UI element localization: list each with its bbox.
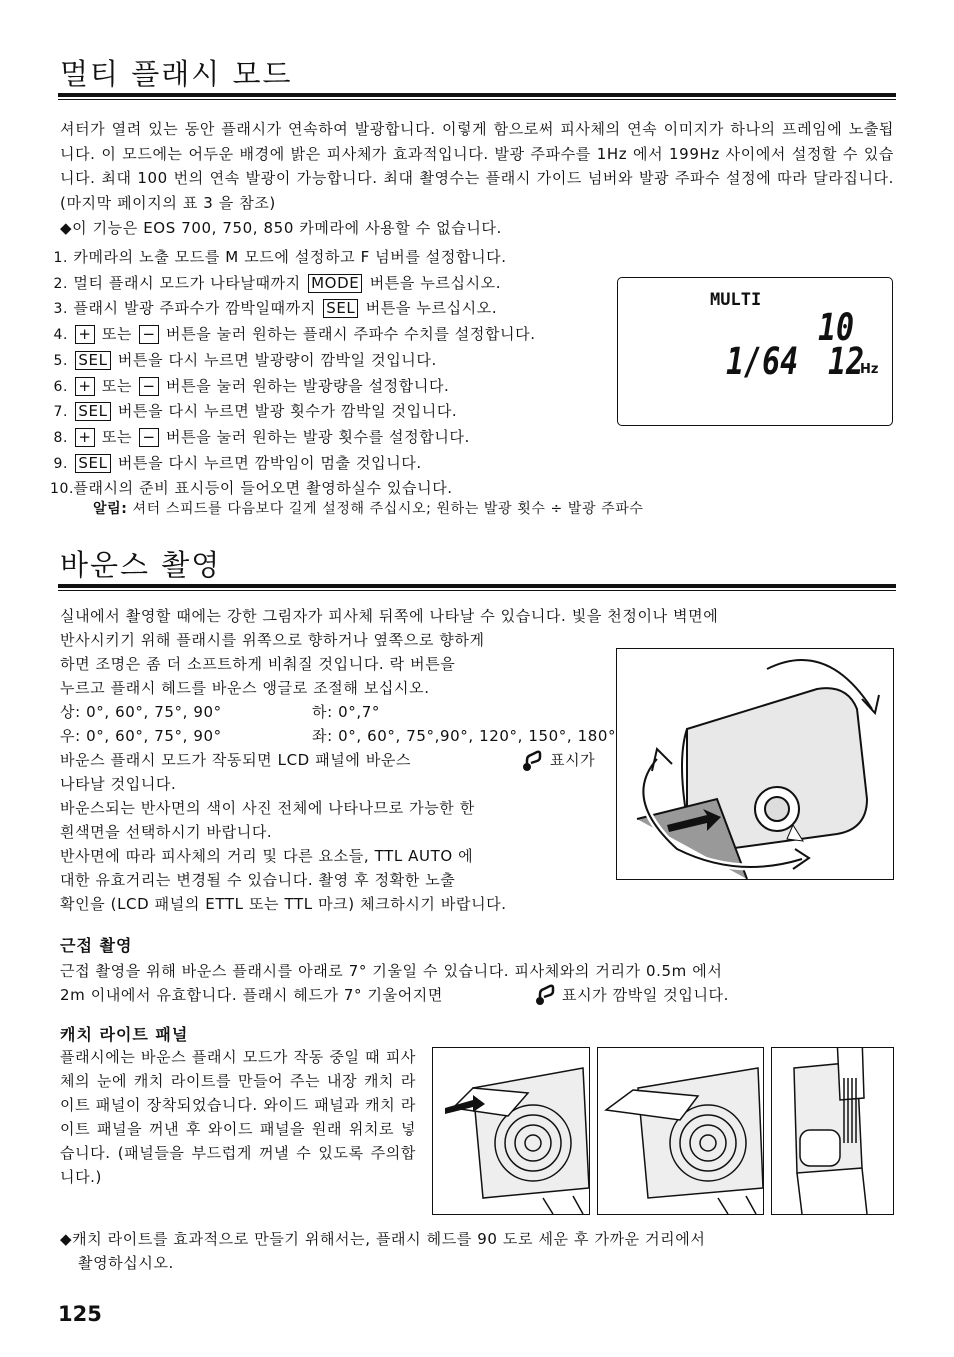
step-number: 1. bbox=[53, 250, 68, 266]
step-number: 9. bbox=[53, 455, 68, 472]
step-item bbox=[50, 297, 497, 318]
warning-text: 셔터 스피드를 다음보다 길게 설정해 주십시오; 원하는 발광 횟수 ÷ 발광 주파수 bbox=[132, 501, 644, 517]
step-button-label: SEL bbox=[323, 299, 358, 318]
catchlight-illustration-1 bbox=[432, 1047, 590, 1215]
step-button-label: SEL bbox=[75, 402, 110, 421]
bounce-down-icon bbox=[535, 982, 555, 1006]
angle-up: 상: 0°, 60°, 75°, 90° bbox=[60, 703, 222, 721]
step-button-label: + bbox=[75, 377, 94, 396]
step-number: 2. bbox=[53, 275, 68, 292]
catchlight-text: 플래시에는 바운스 플래시 모드가 작동 중일 때 피사체의 눈에 캐치 라이트를 만들어 주는 내장 캐치 라이트 패널이 장착되었습니다. 와이드 패널과 캐치 라이트 패널을 꺼낸 후 와이드 패널을 원래 위치로 넣습니다. (패널들을 부드럽게 꺼낼 수 있도록 주의합니다.) bbox=[60, 1048, 416, 1186]
catchlight-note-line: ◆캐치 라이트를 효과적으로 만들기 위해서는, 플래시 헤드를 90 도로 세운 후 가까운 거리에서 bbox=[60, 1230, 706, 1248]
closeup-heading: 근접 촬영 bbox=[60, 936, 133, 955]
step-item bbox=[50, 272, 501, 293]
step-text: 버튼을 눌러 원하는 발광 횟수를 설정합니다. bbox=[166, 427, 470, 446]
step-item bbox=[50, 323, 536, 344]
step-item bbox=[50, 349, 437, 370]
step-button-label: + bbox=[75, 325, 94, 344]
lcd-output-level: 1/64 bbox=[726, 340, 799, 384]
step-text: 버튼을 누르십시오. bbox=[369, 273, 502, 292]
step-text: 또는 bbox=[101, 325, 133, 344]
closeup-text-line: 근접 촬영을 위해 바운스 플래시를 아래로 7° 기울일 수 있습니다. 피사체와의 거리가 0.5m 에서 bbox=[60, 962, 723, 980]
lcd-panel bbox=[617, 277, 893, 426]
lcd-frequency-unit: Hz bbox=[860, 362, 879, 377]
section-rule bbox=[58, 584, 896, 591]
step-text: 또는 bbox=[101, 427, 133, 446]
step-item bbox=[50, 477, 453, 498]
step-number: 8. bbox=[53, 429, 68, 446]
page-number: 125 bbox=[58, 1302, 102, 1326]
bounce-icon bbox=[522, 748, 542, 772]
step-text: 버튼을 누르십시오. bbox=[365, 299, 498, 318]
bounce-text-line: 누르고 플래시 헤드를 바운스 앵글로 조절해 보십시오. bbox=[60, 679, 430, 697]
step-button-label: − bbox=[139, 428, 158, 447]
step-item bbox=[50, 400, 457, 421]
step-number: 5. bbox=[53, 352, 68, 369]
catchlight-illustration-2 bbox=[597, 1047, 764, 1215]
angle-down: 하: 0°,7° bbox=[312, 703, 380, 721]
bounce-text-line: 확인을 (LCD 패널의 ETTL 또는 TTL 마크) 체크하시기 바랍니다. bbox=[60, 895, 507, 913]
step-number: 6. bbox=[53, 378, 68, 395]
step-text: 플래시 발광 주파수가 깜박일때까지 bbox=[73, 299, 316, 318]
step-text: 버튼을 눌러 원하는 플래시 주파수 수치를 설정합니다. bbox=[166, 325, 536, 344]
warning-label: 알림: bbox=[93, 501, 128, 517]
step-text: 멀티 플래시 모드가 나타날때까지 bbox=[73, 273, 301, 292]
closeup-text-line: 2m 이내에서 유효합니다. 플래시 헤드가 7° 기울어지면 bbox=[60, 986, 443, 1004]
step-button-label: − bbox=[139, 377, 158, 396]
step-button-label: − bbox=[139, 325, 158, 344]
step-item bbox=[50, 452, 422, 473]
step-button-label: + bbox=[75, 428, 94, 447]
step-text: 버튼을 다시 누르면 깜박임이 멈출 것입니다. bbox=[117, 453, 422, 472]
multi-flash-note: ◆이 기능은 EOS 700, 750, 850 카메라에 사용할 수 없습니다. bbox=[60, 219, 502, 237]
step-number: 7. bbox=[53, 404, 68, 421]
bounce-text-line: 반사시키기 위해 플래시를 위쪽으로 향하거나 옆쪽으로 향하게 bbox=[60, 631, 485, 649]
lcd-frequency: 12 bbox=[828, 340, 865, 384]
bounce-text-line: 바운스되는 반사면의 색이 사진 전체에 나타나므로 가능한 한 bbox=[60, 799, 475, 817]
section-rule bbox=[58, 93, 896, 100]
angle-right: 우: 0°, 60°, 75°, 90° bbox=[60, 727, 222, 745]
step-button-label: MODE bbox=[308, 274, 362, 293]
bounce-text-line: 대한 유효거리는 변경될 수 있습니다. 촬영 후 정확한 노출 bbox=[60, 871, 456, 889]
bounce-text-line: 나타날 것입니다. bbox=[60, 775, 177, 793]
step-text: 버튼을 다시 누르면 발광 횟수가 깜박일 것입니다. bbox=[117, 402, 458, 421]
step-button-label: SEL bbox=[75, 351, 110, 370]
bounce-text-line: 표시가 bbox=[550, 751, 596, 769]
angle-left: 좌: 0°, 60°, 75°,90°, 120°, 150°, 180° bbox=[312, 727, 617, 745]
catchlight-note-line: 촬영하십시오. bbox=[78, 1254, 174, 1272]
closeup-text-line: 표시가 깜박일 것입니다. bbox=[562, 986, 730, 1004]
lcd-count: 10 bbox=[818, 306, 855, 350]
bounce-text-line: 흰색면을 선택하시기 바랍니다. bbox=[60, 823, 273, 841]
step-text: 카메라의 노출 모드를 M 모드에 설정하고 F 넘버를 설정합니다. bbox=[73, 248, 507, 266]
step-item bbox=[50, 426, 470, 447]
section-title-multi-flash: 멀티 플래시 모드 bbox=[60, 57, 293, 91]
step-text: 버튼을 눌러 원하는 발광량을 설정합니다. bbox=[166, 376, 450, 395]
step-text: 플래시의 준비 표시등이 들어오면 촬영하실수 있습니다. bbox=[73, 479, 453, 498]
warning-line bbox=[93, 498, 644, 518]
multi-flash-intro: 셔터가 열려 있는 동안 플래시가 연속하여 발광합니다. 이렇게 함으로써 피사체의 연속 이미지가 하나의 프레임에 노출됩니다. 이 모드에는 어두운 배경에 밝은 피사체가 효과적입니다. 발광 주파수를 1Hz 에서 199Hz 사이에서 설정할 수 있습니다. 최대 100 번의 연속 발광이 가능합니다. 최대 촬영수는 플래시 가이드 넘버와 발광 주파수 설정에 따라 달라집니다. (마지막 페이지의 표 3 을 참조) bbox=[60, 120, 894, 212]
section-title-bounce: 바운스 촬영 bbox=[60, 548, 222, 582]
lcd-mode-label: MULTI bbox=[710, 290, 762, 310]
bounce-text-line: 반사면에 따라 피사체의 거리 및 다른 요소들, TTL AUTO 에 bbox=[60, 847, 474, 865]
step-text: 버튼을 다시 누르면 발광량이 깜박일 것입니다. bbox=[117, 350, 437, 369]
bounce-text-line: 실내에서 촬영할 때에는 강한 그림자가 피사체 뒤쪽에 나타날 수 있습니다. 빛을 천정이나 벽면에 bbox=[60, 607, 719, 625]
catchlight-illustration-3 bbox=[771, 1047, 894, 1215]
bounce-flash-illustration bbox=[616, 648, 894, 880]
step-number: 3. bbox=[53, 301, 68, 318]
step-number: 4. bbox=[53, 327, 68, 344]
step-item bbox=[50, 246, 507, 267]
step-button-label: SEL bbox=[75, 454, 110, 473]
bounce-text-line: 바운스 플래시 모드가 작동되면 LCD 패널에 바운스 bbox=[60, 751, 412, 769]
bounce-text-line: 하면 조명은 좀 더 소프트하게 비춰질 것입니다. 락 버튼을 bbox=[60, 655, 456, 673]
step-number: 10. bbox=[50, 481, 75, 498]
step-item bbox=[50, 375, 449, 396]
step-text: 또는 bbox=[101, 376, 133, 395]
catchlight-heading: 캐치 라이트 패널 bbox=[60, 1025, 189, 1044]
